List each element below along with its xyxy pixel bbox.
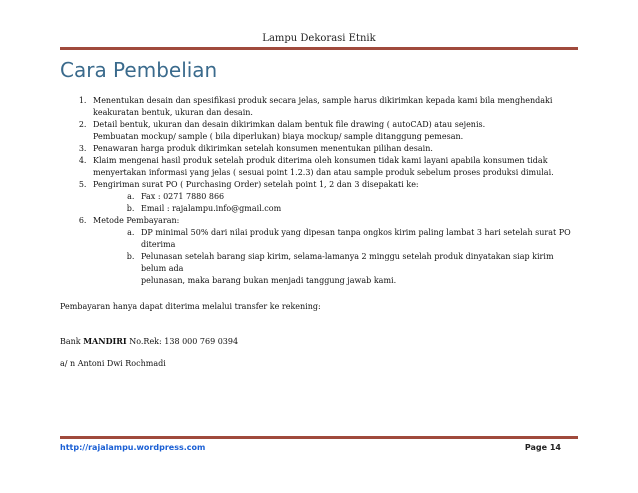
sub-item-line: diterima: [141, 240, 176, 249]
sub-item-line: a. DP minimal 50% dari nilai produk yang dipesan tanpa ongkos kirim paling lambat 3 hari setelah surat PO: [141, 228, 571, 237]
payment-note: Pembayaran hanya dapat diterima melalui transfer ke rekening:: [60, 302, 321, 311]
section-title: Cara Pembelian: [60, 58, 218, 82]
step-line: 6. Metode Pembayaran:: [93, 216, 180, 225]
bank-info: [60, 335, 580, 348]
footer-website-link[interactable]: http://rajalampu.wordpress.com: [60, 443, 206, 452]
footer-rule: [60, 436, 578, 439]
sub-list: [93, 191, 580, 215]
step-line: Pembuatan mockup/ sample ( bila diperlukan) biaya mockup/ sample ditanggung pemesan.: [93, 132, 464, 141]
sub-item: [137, 191, 580, 203]
step-line: menyertakan informasi yang jelas ( sesuai point 1.2.3) dan atau sample produk sebelum proses produksi dimulai.: [93, 168, 554, 177]
step-line: 2. Detail bentuk, ukuran dan desain dikirimkan dalam bentuk file drawing ( autoCAD) atau sejenis.: [93, 120, 486, 129]
page-number: Page 14: [524, 443, 561, 452]
sub-item: [137, 251, 580, 287]
sub-item-line: a. Fax : 0271 7880 866: [141, 192, 225, 201]
running-header: Lampu Dekorasi Etnik: [262, 33, 376, 44]
step-line: 3. Penawaran harga produk dikirimkan setelah konsumen menentukan pilihan desain.: [93, 144, 433, 153]
sub-item: [137, 203, 580, 215]
sub-item-line: b. Pelunasan setelah barang siap kirim, selama-lamanya 2 minggu setelah produk dinyatakan siap kirim belum ada: [141, 252, 554, 273]
bank-prefix: Bank: [60, 337, 84, 346]
bank-account-number: No.Rek: 138 000 769 0394: [126, 337, 239, 346]
step-item: [89, 119, 580, 143]
sub-list: [93, 227, 580, 287]
account-holder: a/ n Antoni Dwi Rochmadi: [60, 359, 166, 368]
steps-list: [60, 95, 580, 287]
step-item: [89, 215, 580, 287]
content-body: [60, 95, 580, 370]
step-line: 5. Pengiriman surat PO ( Purchasing Order) setelah point 1, 2 dan 3 disepakati ke:: [93, 180, 419, 189]
step-item: [89, 179, 580, 215]
sub-item-line: b. Email : rajalampu.info@gmail.com: [141, 204, 282, 213]
step-item: [89, 155, 580, 179]
step-line: 4. Klaim mengenai hasil produk setelah produk diterima oleh konsumen tidak kami layani apabila konsumen tidak: [93, 156, 548, 165]
step-item: [89, 143, 580, 155]
step-line: 1. Menentukan desain dan spesifikasi produk secara jelas, sample harus dikirimkan kepada kami bila menghendaki: [93, 96, 553, 105]
sub-item-line: pelunasan, maka barang bukan menjadi tanggung jawab kami.: [141, 276, 397, 285]
sub-item: [137, 227, 580, 251]
header-rule: [60, 47, 578, 50]
bank-name: MANDIRI: [83, 336, 127, 346]
step-item: [89, 95, 580, 119]
step-line: keakuratan bentuk, ukuran dan desain.: [93, 108, 253, 117]
